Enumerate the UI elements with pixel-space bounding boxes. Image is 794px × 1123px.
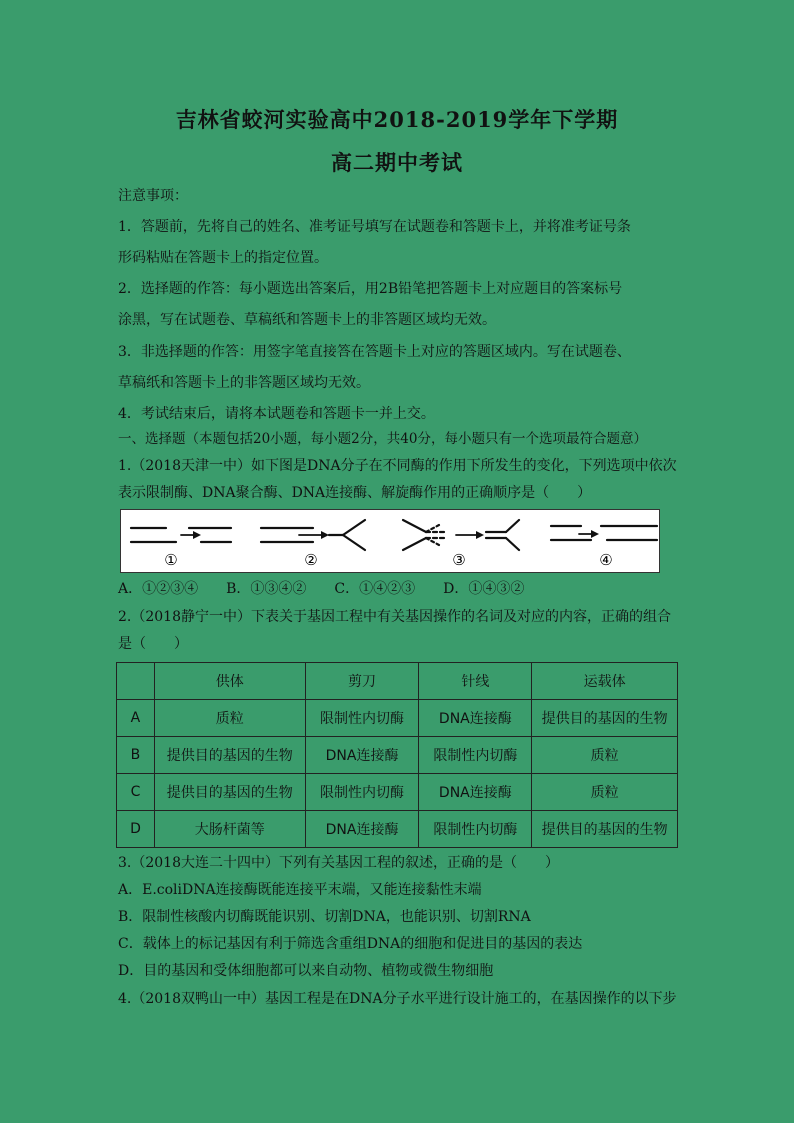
- table-cell: A: [117, 700, 155, 737]
- figure-label-3: ③: [452, 551, 466, 569]
- question-2-stem: 2.（2018静宁一中）下表关于基因工程中有关基因操作的名词及对应的内容，正确的组合: [118, 609, 671, 625]
- figure-label-4: ④: [599, 551, 613, 569]
- question-3-option-d: D．目的基因和受体细胞都可以来自动物、植物或微生物细胞: [118, 963, 494, 979]
- notice-line: 涂黑，写在试题卷、草稿纸和答题卡上的非答题区域均无效。: [118, 312, 496, 328]
- table-cell: 提供目的基因的生物: [532, 811, 678, 848]
- table-cell: B: [117, 737, 155, 774]
- table-header-cell: 针线: [419, 663, 532, 700]
- dna-enzyme-figure: [120, 509, 660, 573]
- table-row: [117, 811, 678, 848]
- table-cell: 限制性内切酶: [305, 700, 419, 737]
- gene-tool-table: [116, 662, 678, 848]
- table-cell: DNA连接酶: [305, 737, 419, 774]
- table-header-cell: 供体: [154, 663, 305, 700]
- table-cell: 限制性内切酶: [419, 737, 532, 774]
- question-1-options: A．①②③④ B．①③④② C．①④②③ D．①④③②: [118, 581, 525, 597]
- question-3-stem: 3.（2018大连二十四中）下列有关基因工程的叙述，正确的是（ ）: [118, 855, 559, 871]
- table-cell: 质粒: [532, 737, 678, 774]
- notice-line: 1．答题前，先将自己的姓名、准考证号填写在试题卷和答题卡上，并将准考证号条: [118, 219, 631, 235]
- table-header-cell: 运载体: [532, 663, 678, 700]
- notice-line: 3．非选择题的作答：用签字笔直接答在答题卡上对应的答题区域内。写在试题卷、: [118, 344, 631, 360]
- question-4-stem: 4.（2018双鸭山一中）基因工程是在DNA分子水平进行设计施工的，在基因操作的以下步: [118, 991, 677, 1007]
- table-header-cell: 剪刀: [305, 663, 419, 700]
- table-cell: 质粒: [532, 774, 678, 811]
- notice-heading: 注意事项：: [118, 188, 188, 204]
- question-1-stem: 表示限制酶、DNA聚合酶、DNA连接酶、解旋酶作用的正确顺序是（ ）: [118, 485, 592, 501]
- question-3-option-c: C．载体上的标记基因有利于筛选含重组DNA的细胞和促进目的基因的表达: [118, 936, 583, 952]
- question-2-stem: 是（ ）: [118, 636, 188, 652]
- question-3-option-b: B．限制性核酸内切酶既能识别、切割DNA，也能识别、切割RNA: [118, 909, 531, 925]
- table-cell: 限制性内切酶: [419, 811, 532, 848]
- figure-label-1: ①: [164, 551, 178, 569]
- exam-title-line1: 吉林省蛟河实验高中2018-2019学年下学期: [175, 107, 619, 132]
- table-header-cell: [117, 663, 155, 700]
- notice-line: 草稿纸和答题卡上的非答题区域均无效。: [118, 375, 370, 391]
- table-cell: DNA连接酶: [305, 811, 419, 848]
- table-row: [117, 737, 678, 774]
- figure-label-2: ②: [304, 551, 318, 569]
- table-cell: 提供目的基因的生物: [154, 737, 305, 774]
- table-cell: C: [117, 774, 155, 811]
- section-heading: 一、选择题（本题包括20小题，每小题2分，共40分，每小题只有一个选项最符合题意）: [118, 431, 647, 447]
- table-cell: 限制性内切酶: [305, 774, 419, 811]
- notice-line: 2．选择题的作答：每小题选出答案后，用2B铅笔把答题卡上对应题目的答案标号: [118, 281, 623, 297]
- table-cell: 质粒: [154, 700, 305, 737]
- table-cell: 提供目的基因的生物: [532, 700, 678, 737]
- notice-line: 形码粘贴在答题卡上的指定位置。: [118, 250, 328, 266]
- table-cell: DNA连接酶: [419, 700, 532, 737]
- table-row: [117, 700, 678, 737]
- table-cell: D: [117, 811, 155, 848]
- table-row: [117, 774, 678, 811]
- table-cell: 提供目的基因的生物: [154, 774, 305, 811]
- notice-line: 4．考试结束后，请将本试题卷和答题卡一并上交。: [118, 406, 435, 422]
- table-header-row: [117, 663, 678, 700]
- dna-diagram: [121, 510, 659, 572]
- question-3-option-a: A．E.coliDNA连接酶既能连接平末端，又能连接黏性末端: [118, 882, 482, 898]
- table-cell: 大肠杆菌等: [154, 811, 305, 848]
- exam-title-line2: 高二期中考试: [331, 150, 463, 175]
- question-1-stem: 1.（2018天津一中）如下图是DNA分子在不同酶的作用下所发生的变化，下列选项中依次: [118, 458, 677, 474]
- table-cell: DNA连接酶: [419, 774, 532, 811]
